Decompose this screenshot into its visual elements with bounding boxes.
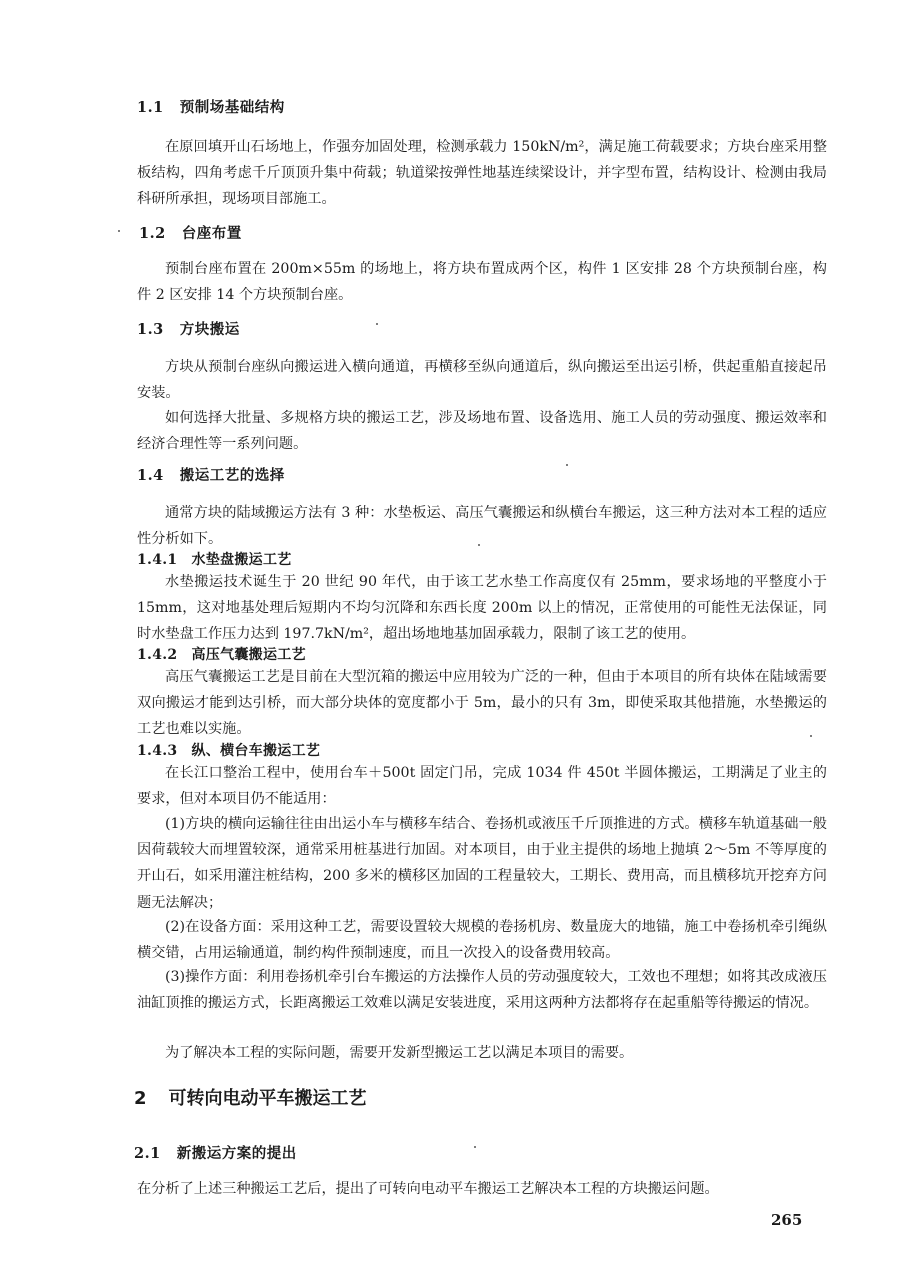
paragraph-1-4-1: 水垫搬运技术诞生于 20 世纪 90 年代，由于该工艺水垫工作高度仅有 25mm，要求场地的平整度小于 15mm，这对地基处理后短期内不均匀沉降和东西长度 200m 以上的情况，正常使用的可能性无法保证，同时水垫盘工作压力达到 197.7kN/m²，超出场地地基加固承载力，限制了该工艺的使用。 xyxy=(137,574,827,643)
paragraph-1-3-b: 如何选择大批量、多规格方块的搬运工艺，涉及场地布置、设备选用、施工人员的劳动强度、搬运效率和经济合理性等一系列问题。 xyxy=(137,410,827,453)
paragraph-1-3-a: 方块从预制台座纵向搬运进入横向通道，再横移至纵向通道后，纵向搬运至出运引桥，供起重船直接起吊安装。 xyxy=(137,359,827,402)
heading-2-1: 2.1 新搬运方案的提出 xyxy=(134,1145,297,1162)
scan-speck xyxy=(810,735,812,737)
paragraph-1-2: 预制台座布置在 200m×55m 的场地上，将方块布置成两个区，构件 1 区安排 28 个方块预制台座，构件 2 区安排 14 个方块预制台座。 xyxy=(137,261,827,304)
scan-speck xyxy=(118,230,120,232)
page-number: 265 xyxy=(771,1211,803,1229)
paragraph-1-4-3-b: (1)方块的横向运输往往由出运小车与横移车结合、卷扬机或液压千斤顶推进的方式。横移车轨道基础一般因荷载较大而埋置较深，通常采用桩基进行加固。对本项目，由于业主提供的场地上抛填 2～5m 不等厚度的开山石，如采用灌注桩结构，200 多米的横移区加固的工程量较大，工期长、费用高，而且横移坑开挖弃方问题无法解决； xyxy=(137,816,827,911)
scan-speck xyxy=(478,544,480,546)
paragraph-1-4-2: 高压气囊搬运工艺是目前在大型沉箱的搬运中应用较为广泛的一种，但由于本项目的所有块体在陆域需要双向搬运才能到达引桥，而大部分块体的宽度都小于 5m，最小的只有 3m，即使采取其他措施，水垫搬运的工艺也难以实施。 xyxy=(137,669,827,738)
heading-1-4: 1.4 搬运工艺的选择 xyxy=(137,467,285,484)
heading-1-3: 1.3 方块搬运 xyxy=(137,321,240,338)
scan-speck xyxy=(474,1146,476,1148)
heading-2: 2 可转向电动平车搬运工艺 xyxy=(134,1088,367,1109)
scan-speck xyxy=(376,323,378,325)
heading-1-4-1: 1.4.1 水垫盘搬运工艺 xyxy=(137,552,292,568)
paragraph-1-4-3-a: 在长江口整治工程中，使用台车＋500t 固定门吊，完成 1034 件 450t 半圆体搬运，工期满足了业主的要求，但对本项目仍不能适用： xyxy=(137,765,827,808)
scan-speck xyxy=(566,464,568,466)
paragraph-1-4: 通常方块的陆域搬运方法有 3 种：水垫板运、高压气囊搬运和纵横台车搬运，这三种方法对本工程的适应性分析如下。 xyxy=(137,505,827,548)
paragraph-1-4-3-c: (2)在设备方面：采用这种工艺，需要设置较大规模的卷扬机房、数量庞大的地锚，施工中卷扬机牵引绳纵横交错，占用运输通道，制约构件预制速度，而且一次投入的设备费用较高。 xyxy=(137,919,827,962)
paragraph-1-4-3-e: 为了解决本工程的实际问题，需要开发新型搬运工艺以满足本项目的需要。 xyxy=(165,1045,634,1061)
heading-1-4-2: 1.4.2 高压气囊搬运工艺 xyxy=(137,647,306,663)
heading-1-2: 1.2 台座布置 xyxy=(139,225,242,242)
heading-1-4-3: 1.4.3 纵、横台车搬运工艺 xyxy=(137,743,321,759)
paragraph-1-4-3-d: (3)操作方面：利用卷扬机牵引台车搬运的方法操作人员的劳动强度较大，工效也不理想；如将其改成液压油缸顶推的搬运方式，长距离搬运工效难以满足安装进度，采用这两种方法都将存在起重船等待搬运的情况。 xyxy=(137,969,827,1012)
paragraph-1-1: 在原回填开山石场地上，作强夯加固处理，检测承载力 150kN/m²，满足施工荷载要求；方块台座采用整板结构，四角考虑千斤顶顶升集中荷载；轨道梁按弹性地基连续梁设计，并字型布置，结构设计、检测由我局科研所承担，现场项目部施工。 xyxy=(137,139,827,208)
heading-1-1: 1.1 预制场基础结构 xyxy=(137,99,285,116)
paragraph-2-1: 在分析了上述三种搬运工艺后，提出了可转向电动平车搬运工艺解决本工程的方块搬运问题。 xyxy=(137,1181,719,1197)
